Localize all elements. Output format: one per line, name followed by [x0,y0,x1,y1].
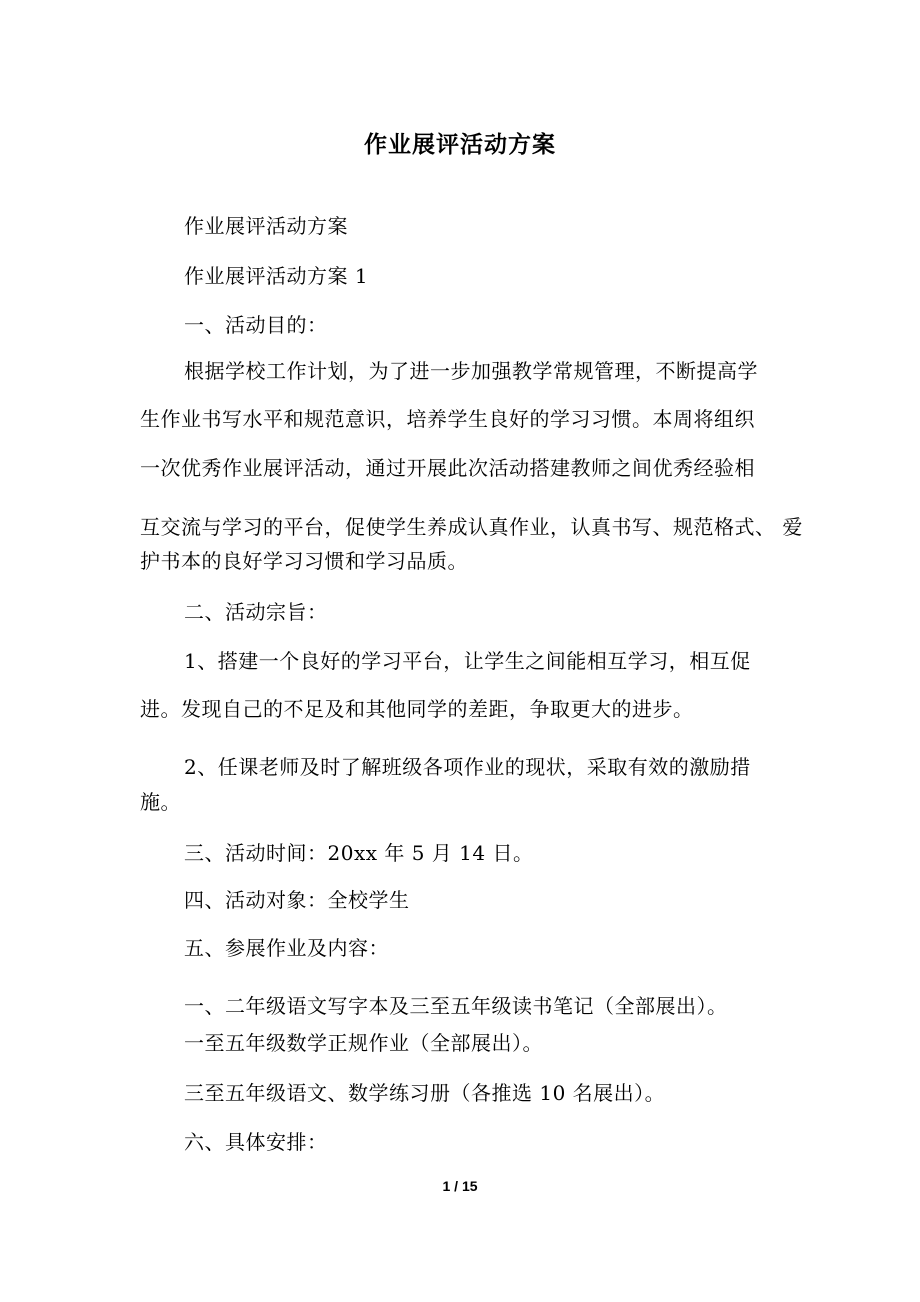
paragraph-line: 1、搭建一个良好的学习平台，让学生之间能相互学习，相互促 [184,649,751,673]
paragraph-line: 根据学校工作计划，为了进一步加强教学常规管理，不断提高学 [184,359,758,383]
paragraph-line: 护书本的良好学习习惯和学习品质。 [140,549,468,573]
paragraph-line: 三至五年级语文、数学练习册（各推选 10 名展出）。 [184,1081,666,1105]
paragraph-line: 进。发现自己的不足及和其他同学的差距，争取更大的进步。 [140,697,694,721]
section-heading: 六、具体安排： [184,1130,328,1154]
paragraph-line: 生作业书写水平和规范意识，培养学生良好的学习习惯。本周将组织 [140,407,755,431]
paragraph-line: 施。 [140,790,181,814]
paragraph-line: 作业展评活动方案 [184,214,348,238]
section-heading: 五、参展作业及内容： [184,936,389,960]
page-number: 1 / 15 [442,1178,478,1194]
document-title: 作业展评活动方案 [364,132,556,158]
paragraph-line: 作业展评活动方案 1 [184,264,369,288]
section-heading: 一、活动目的： [184,313,328,337]
paragraph-line: 一次优秀作业展评活动，通过开展此次活动搭建教师之间优秀经验相 [140,456,755,480]
paragraph-line: 2、任课老师及时了解班级各项作业的现状，采取有效的激励措 [184,755,751,779]
paragraph-line: 互交流与学习的平台，促使学生养成认真作业，认真书写、规范格式、 爱 [140,515,803,539]
paragraph-line: 一至五年级数学正规作业（全部展出）。 [184,1031,543,1055]
paragraph-line: 一、二年级语文写字本及三至五年级读书笔记（全部展出）。 [184,994,728,1018]
section-heading: 三、活动时间：20xx 年 5 月 14 日。 [184,841,534,865]
section-heading: 四、活动对象：全校学生 [184,888,410,912]
section-heading: 二、活动宗旨： [184,600,328,624]
